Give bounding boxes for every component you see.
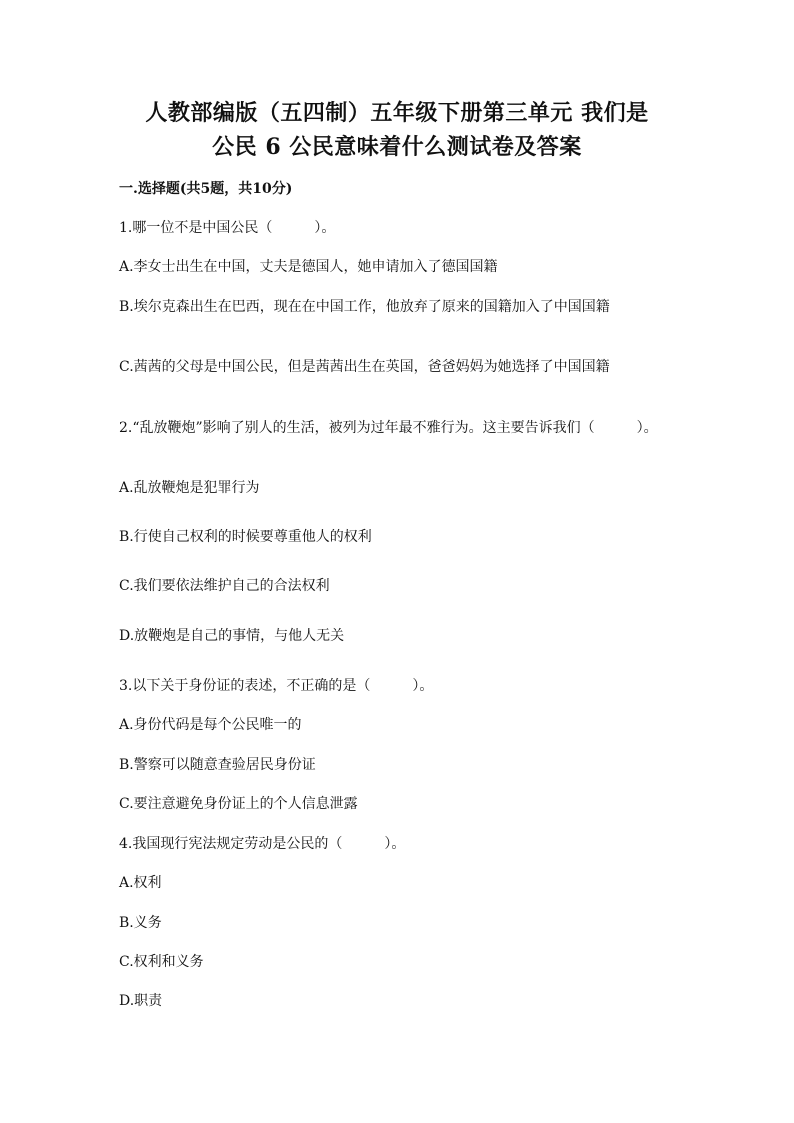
question-3-option-b: B.警察可以随意查验居民身份证 [119,757,316,773]
question-4-option-b: B.义务 [119,915,162,931]
question-3-option-c: C.要注意避免身份证上的个人信息泄露 [119,796,358,812]
question-2-option-c: C.我们要依法维护自己的合法权利 [119,578,330,594]
section-heading: 一.选择题(共5题，共10分) [119,181,293,197]
question-2-option-a: A.乱放鞭炮是犯罪行为 [119,480,260,496]
question-1-stem: 1.哪一位不是中国公民（ ）。 [119,220,336,236]
question-2-stem: 2.“乱放鞭炮”影响了别人的生活，被列为过年最不雅行为。这主要告诉我们（ ）。 [119,420,658,436]
question-1-option-b: B.埃尔克森出生在巴西，现在在中国工作，他放弃了原来的国籍加入了中国国籍 [119,299,610,315]
question-1-option-c: C.茜茜的父母是中国公民，但是茜茜出生在英国，爸爸妈妈为她选择了中国国籍 [119,359,610,375]
document-title-line-2: 公民 6 公民意味着什么测试卷及答案 [212,134,582,160]
question-1-option-a: A.李女士出生在中国，丈夫是德国人，她申请加入了德国国籍 [119,259,498,275]
document-title-line-1: 人教部编版（五四制）五年级下册第三单元 我们是 [145,100,649,126]
question-2-option-d: D.放鞭炮是自己的事情，与他人无关 [119,628,345,644]
question-3-option-a: A.身份代码是每个公民唯一的 [119,717,302,733]
question-4-option-a: A.权利 [119,875,162,891]
question-2-option-b: B.行使自己权利的时候要尊重他人的权利 [119,529,372,545]
question-3-stem: 3.以下关于身份证的表述，不正确的是（ ）。 [119,678,434,694]
question-4-stem: 4.我国现行宪法规定劳动是公民的（ ）。 [119,836,406,852]
question-4-option-c: C.权利和义务 [119,954,204,970]
question-4-option-d: D.职责 [119,993,163,1009]
